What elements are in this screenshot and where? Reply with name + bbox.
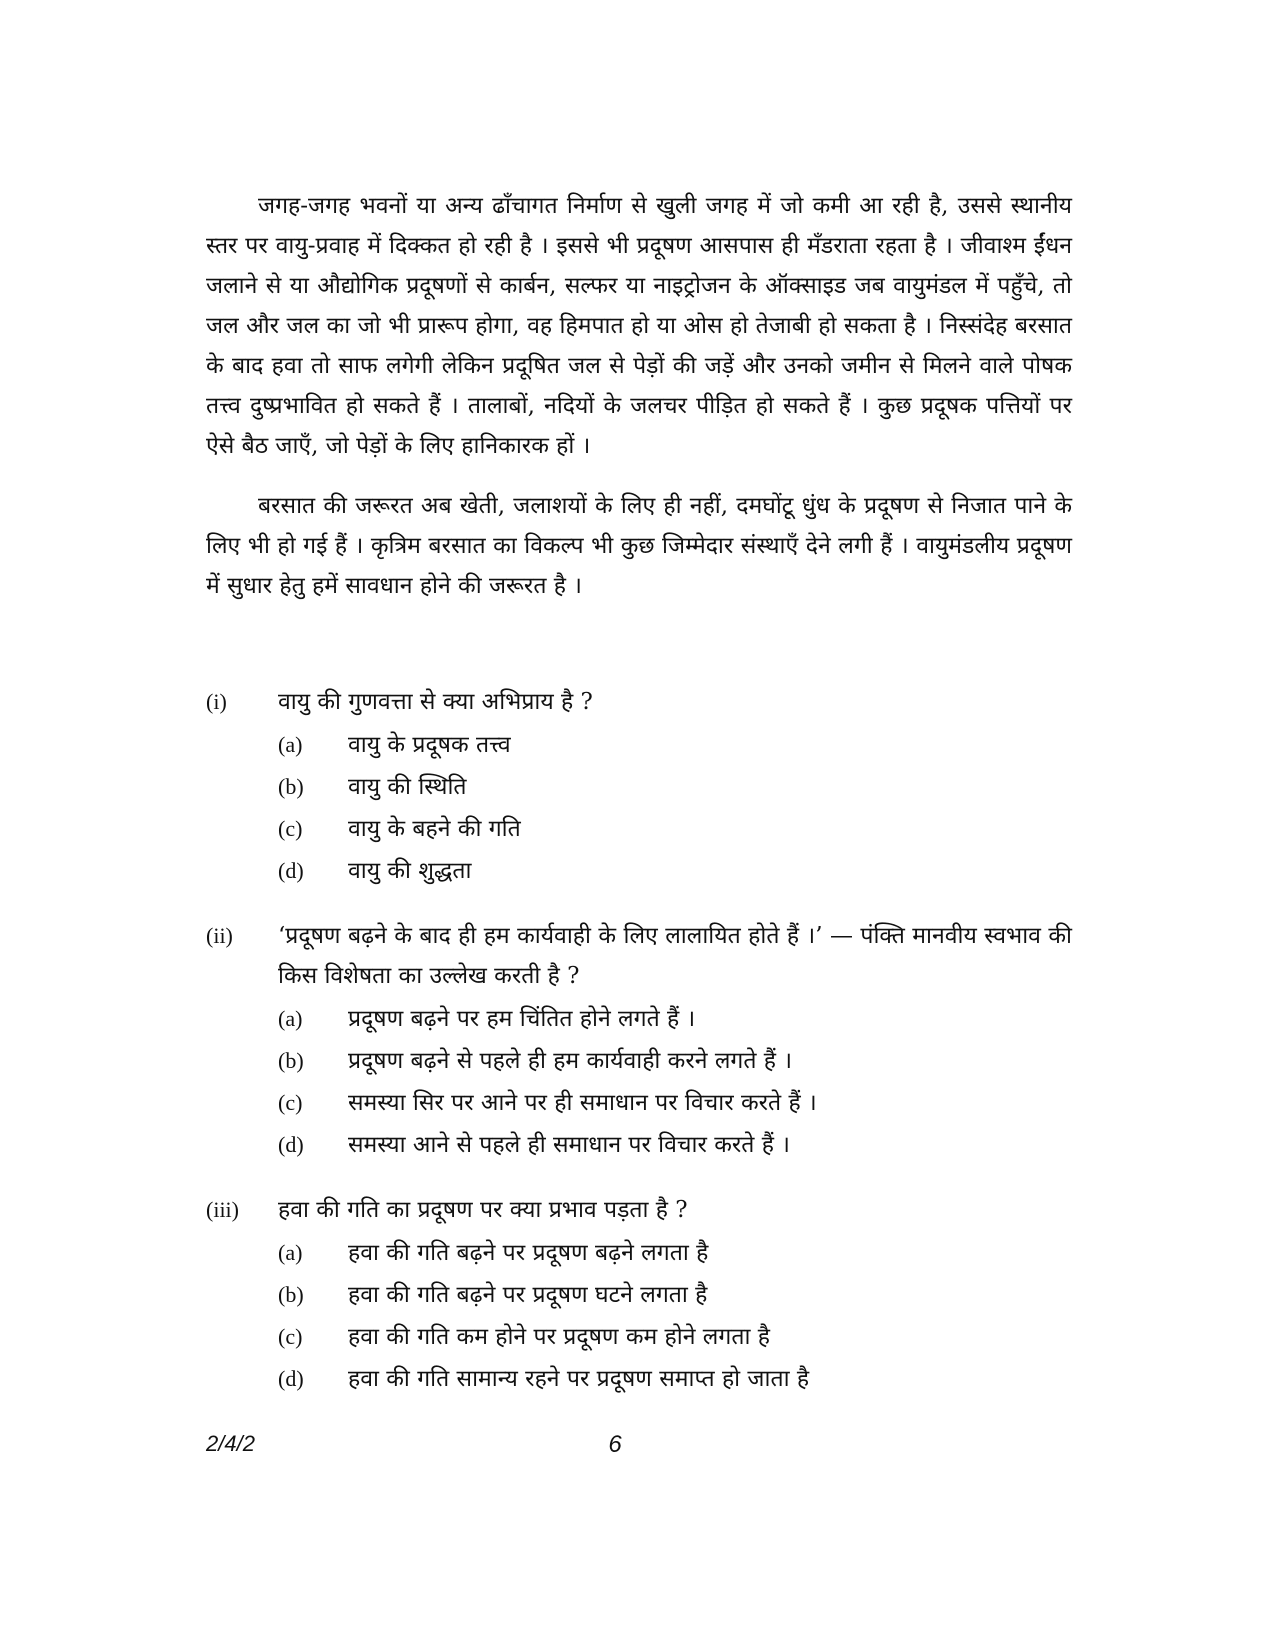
question-list (206, 682, 1072, 1424)
option-d (278, 1358, 1072, 1400)
paper-code: 2/4/2 (206, 1431, 255, 1456)
option-letter: (b) (278, 774, 304, 799)
option-letter: (a) (278, 732, 303, 757)
option-list (278, 1232, 1072, 1400)
passage (206, 186, 1072, 626)
page-number: 6 (608, 1431, 622, 1458)
option-d (278, 1124, 1072, 1166)
option-text: वायु की शुद्धता (348, 858, 472, 884)
option-letter: (c) (278, 1324, 303, 1349)
question-header (206, 916, 1072, 996)
option-text: समस्या सिर पर आने पर ही समाधान पर विचार करते हैं । (348, 1090, 817, 1116)
option-text: प्रदूषण बढ़ने से पहले ही हम कार्यवाही करने लगते हैं । (348, 1048, 793, 1074)
option-letter: (b) (278, 1282, 304, 1307)
option-a (278, 724, 1072, 766)
question-header (206, 682, 1072, 722)
option-letter: (a) (278, 1006, 303, 1031)
question-text: वायु की गुणवत्ता से क्या अभिप्राय है ? (278, 689, 593, 715)
option-c (278, 1316, 1072, 1358)
option-text: हवा की गति सामान्य रहने पर प्रदूषण समाप्त हो जाता है (348, 1366, 810, 1392)
question-text: हवा की गति का प्रदूषण पर क्या प्रभाव पड़ता है ? (278, 1197, 688, 1223)
option-text: वायु के प्रदूषक तत्त्व (348, 732, 511, 758)
option-letter: (c) (278, 816, 303, 841)
question-1 (206, 682, 1072, 892)
option-c (278, 1082, 1072, 1124)
option-letter: (d) (278, 1366, 304, 1391)
option-b (278, 766, 1072, 808)
option-text: वायु के बहने की गति (348, 816, 521, 842)
passage-paragraph-2: बरसात की जरूरत अब खेती, जलाशयों के लिए ही नहीं, दमघोंटू धुंध के प्रदूषण से निजात पाने के लिए भी हो गई हैं । कृत्रिम बरसात का विकल्प भी कुछ जिम्मेदार संस्थाएँ देने लगी हैं । वायुमंडलीय प्रदूषण में सुधार हेतु हमें सावधान होने की जरूरत है । (206, 493, 1072, 599)
option-a (278, 1232, 1072, 1274)
question-header (206, 1190, 1072, 1230)
question-number: (ii) (206, 923, 233, 948)
option-list (278, 724, 1072, 892)
question-number: (i) (206, 689, 227, 714)
option-text: हवा की गति कम होने पर प्रदूषण कम होने लगता है (348, 1324, 770, 1350)
option-list (278, 998, 1072, 1166)
passage-paragraph-1: जगह-जगह भवनों या अन्य ढाँचागत निर्माण से खुली जगह में जो कमी आ रही है, उससे स्थानीय स्तर पर वायु-प्रवाह में दिक्कत हो रही है । इससे भी प्रदूषण आसपास ही मँडराता रहता है । जीवाश्म ईंधन जलाने से या औद्योगिक प्रदूषणों से कार्बन, सल्फर या नाइट्रोजन के ऑक्साइड जब वायुमंडल में पहुँचे, तो जल और जल का जो भी प्रारूप होगा, वह हिमपात हो या ओस हो तेजाबी हो सकता है । निस्संदेह बरसात के बाद हवा तो साफ लगेगी लेकिन प्रदूषित जल से पेड़ों की जड़ें और उनको जमीन से मिलने वाले पोषक तत्त्व दुष्प्रभावित हो सकते हैं । तालाबों, नदियों के जलचर पीड़ित हो सकते हैं । कुछ प्रदूषक पत्तियों पर ऐसे बैठ जाएँ, जो पेड़ों के लिए हानिकारक हों । (206, 193, 1072, 459)
option-a (278, 998, 1072, 1040)
question-number: (iii) (206, 1197, 239, 1222)
question-2 (206, 916, 1072, 1166)
option-text: हवा की गति बढ़ने पर प्रदूषण बढ़ने लगता है (348, 1240, 709, 1266)
option-text: वायु की स्थिति (348, 774, 467, 800)
question-text: ‘प्रदूषण बढ़ने के बाद ही हम कार्यवाही के लिए लालायित होते हैं ।’ — पंक्ति मानवीय स्वभाव की किस विशेषता का उल्लेख करती है ? (278, 923, 1072, 989)
question-3 (206, 1190, 1072, 1400)
option-letter: (b) (278, 1048, 304, 1073)
option-c (278, 808, 1072, 850)
option-text: प्रदूषण बढ़ने पर हम चिंतित होने लगते हैं । (348, 1006, 696, 1032)
option-letter: (a) (278, 1240, 303, 1265)
option-letter: (d) (278, 1132, 304, 1157)
option-b (278, 1040, 1072, 1082)
option-d (278, 850, 1072, 892)
option-letter: (c) (278, 1090, 303, 1115)
option-text: हवा की गति बढ़ने पर प्रदूषण घटने लगता है (348, 1282, 708, 1308)
option-text: समस्या आने से पहले ही समाधान पर विचार करते हैं । (348, 1132, 790, 1158)
option-letter: (d) (278, 858, 304, 883)
option-b (278, 1274, 1072, 1316)
